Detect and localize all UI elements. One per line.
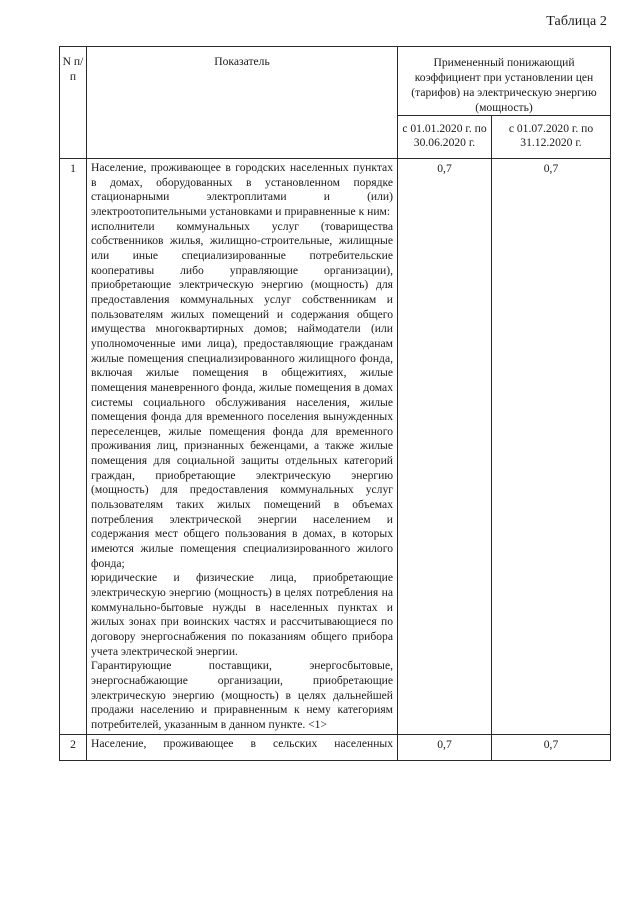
row-paragraph: юридические и физические лица, приобретающие электрическую энергию (мощность) в целях потребления на коммунально-бытовые нужды в населенных пунктах и жилых зонах при воинских частях и рассчитывающиеся по договору энергоснабжения по показаниям общего прибора учета электрической энергии. xyxy=(91,571,393,658)
row-indicator-text xyxy=(87,734,398,760)
table-row xyxy=(60,159,611,735)
table-row xyxy=(60,734,611,760)
table-number-label: Таблица 2 xyxy=(546,14,607,29)
row-paragraph: Население, проживающее в сельских населенных xyxy=(91,736,393,750)
row-indicator-text xyxy=(87,159,398,735)
header-indicator: Показатель xyxy=(87,47,398,159)
row-paragraph: Гарантирующие поставщики, энергосбытовые, энергоснабжающие организации, приобретающие электрическую энергию (мощность) в целях дальнейшей продажи населению и приравненным к нему категориям потребителей, указанным в данном пункте. <1> xyxy=(91,659,393,731)
header-period-2: с 01.07.2020 г. по 31.12.2020 г. xyxy=(492,116,611,159)
row-paragraph: Население, проживающее в городских населенных пунктах в домах, оборудованных в установленном порядке стационарными электроплитами и (или) электроотопительными установками и приравненные к ним: xyxy=(91,161,393,218)
table-header-row xyxy=(60,47,611,116)
coefficient-table xyxy=(59,46,611,761)
row-value-period-1: 0,7 xyxy=(398,159,492,735)
header-coefficient: Примененный понижающий коэффициент при установлении цен (тарифов) на электрическую энергию (мощность) xyxy=(398,47,611,116)
row-paragraph: исполнители коммунальных услуг (товарищества собственников жилья, жилищно-строительные, жилищные или иные специализированные потребительские кооперативы либо управляющие организации), приобретающие электрическую энергию (мощность) для предоставления коммунальных услуг собственникам и пользователям жилых помещений и содержания общего имущества многоквартирных домов; наймодатели (или уполномоченные ими лица), предоставляющие гражданам жилые помещения специализированного жилищного фонда, включая жилые помещения в общежитиях, жилые помещения маневренного фонда, жилые помещения в домах системы социального обслуживания населения, жилые помещения фонда для временного поселения вынужденных переселенцев, жилые помещения фонда для временного проживания лиц, признанных беженцами, а также жилые помещения для социальной защиты отдельных категорий граждан, приобретающие электрическую энергию (мощность) для предоставления коммунальных услуг пользователям таких жилых помещений в объемах потребления электрической энергии населением и содержания мест общего пользования в домах, в которых имеются жилые помещения специализированного жилого фонда; xyxy=(91,219,393,570)
row-number: 1 xyxy=(60,159,87,735)
header-period-1: с 01.01.2020 г. по 30.06.2020 г. xyxy=(398,116,492,159)
row-value-period-1: 0,7 xyxy=(398,734,492,760)
header-number: N п/п xyxy=(60,47,87,159)
row-number: 2 xyxy=(60,734,87,760)
row-value-period-2: 0,7 xyxy=(492,734,611,760)
row-value-period-2: 0,7 xyxy=(492,159,611,735)
